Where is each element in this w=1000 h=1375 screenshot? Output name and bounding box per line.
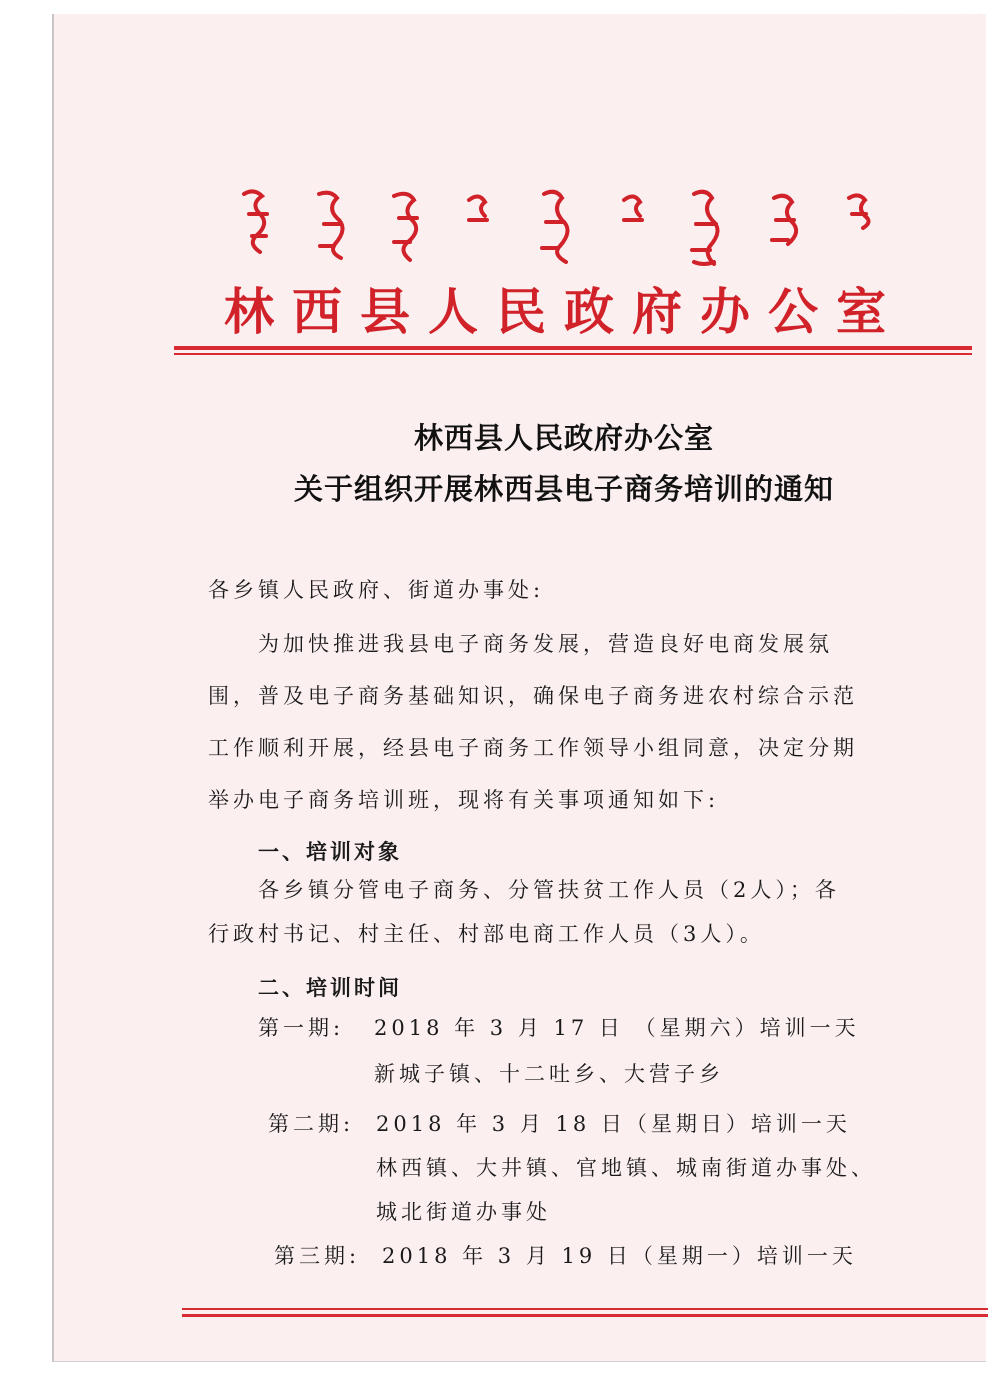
period-date: 2018 年 3 月 19 日（星期一）培训一天 [382, 1244, 857, 1268]
issuing-office-header: 林西县人民政府办公室 [224, 282, 904, 341]
header-rule-thick [174, 346, 972, 350]
participants-line: 各乡镇分管电子商务、分管扶贫工作人员（2人）；各 [258, 878, 840, 902]
period-places: 新城子镇、十二吐乡、大营子乡 [374, 1062, 724, 1086]
period-label: 第三期: [274, 1244, 361, 1268]
document-page [52, 14, 986, 1362]
participants-line: 行政村书记、村主任、村部电商工作人员（3人）。 [208, 922, 765, 946]
intro-line: 为加快推进我县电子商务发展，营造良好电商发展氛 [258, 632, 833, 656]
period-label: 第一期: [258, 1016, 345, 1040]
section-heading-participants: 一、培训对象 [258, 840, 402, 864]
header-rule-thin [174, 353, 972, 355]
section-heading-schedule: 二、培训时间 [258, 976, 402, 1000]
footer-rule-thin [182, 1308, 988, 1310]
period-label: 第二期: [268, 1112, 355, 1136]
salutation: 各乡镇人民政府、街道办事处: [208, 578, 545, 602]
intro-line: 工作顺利开展，经县电子商务工作领导小组同意，决定分期 [208, 736, 858, 760]
period-places: 城北街道办事处 [376, 1200, 551, 1224]
mongolian-script-logo [224, 184, 904, 274]
document-title-line-2: 关于组织开展林西县电子商务培训的通知 [293, 472, 834, 506]
period-date: 2018 年 3 月 17 日 （星期六）培训一天 [374, 1016, 860, 1040]
intro-line: 围，普及电子商务基础知识，确保电子商务进农村综合示范 [208, 684, 858, 708]
period-date: 2018 年 3 月 18 日（星期日）培训一天 [376, 1112, 851, 1136]
footer-rule-thick [182, 1314, 988, 1317]
period-places: 林西镇、大井镇、官地镇、城南街道办事处、 [376, 1156, 876, 1180]
document-title-line-1: 林西县人民政府办公室 [413, 421, 714, 455]
intro-line: 举办电子商务培训班，现将有关事项通知如下: [208, 788, 720, 812]
